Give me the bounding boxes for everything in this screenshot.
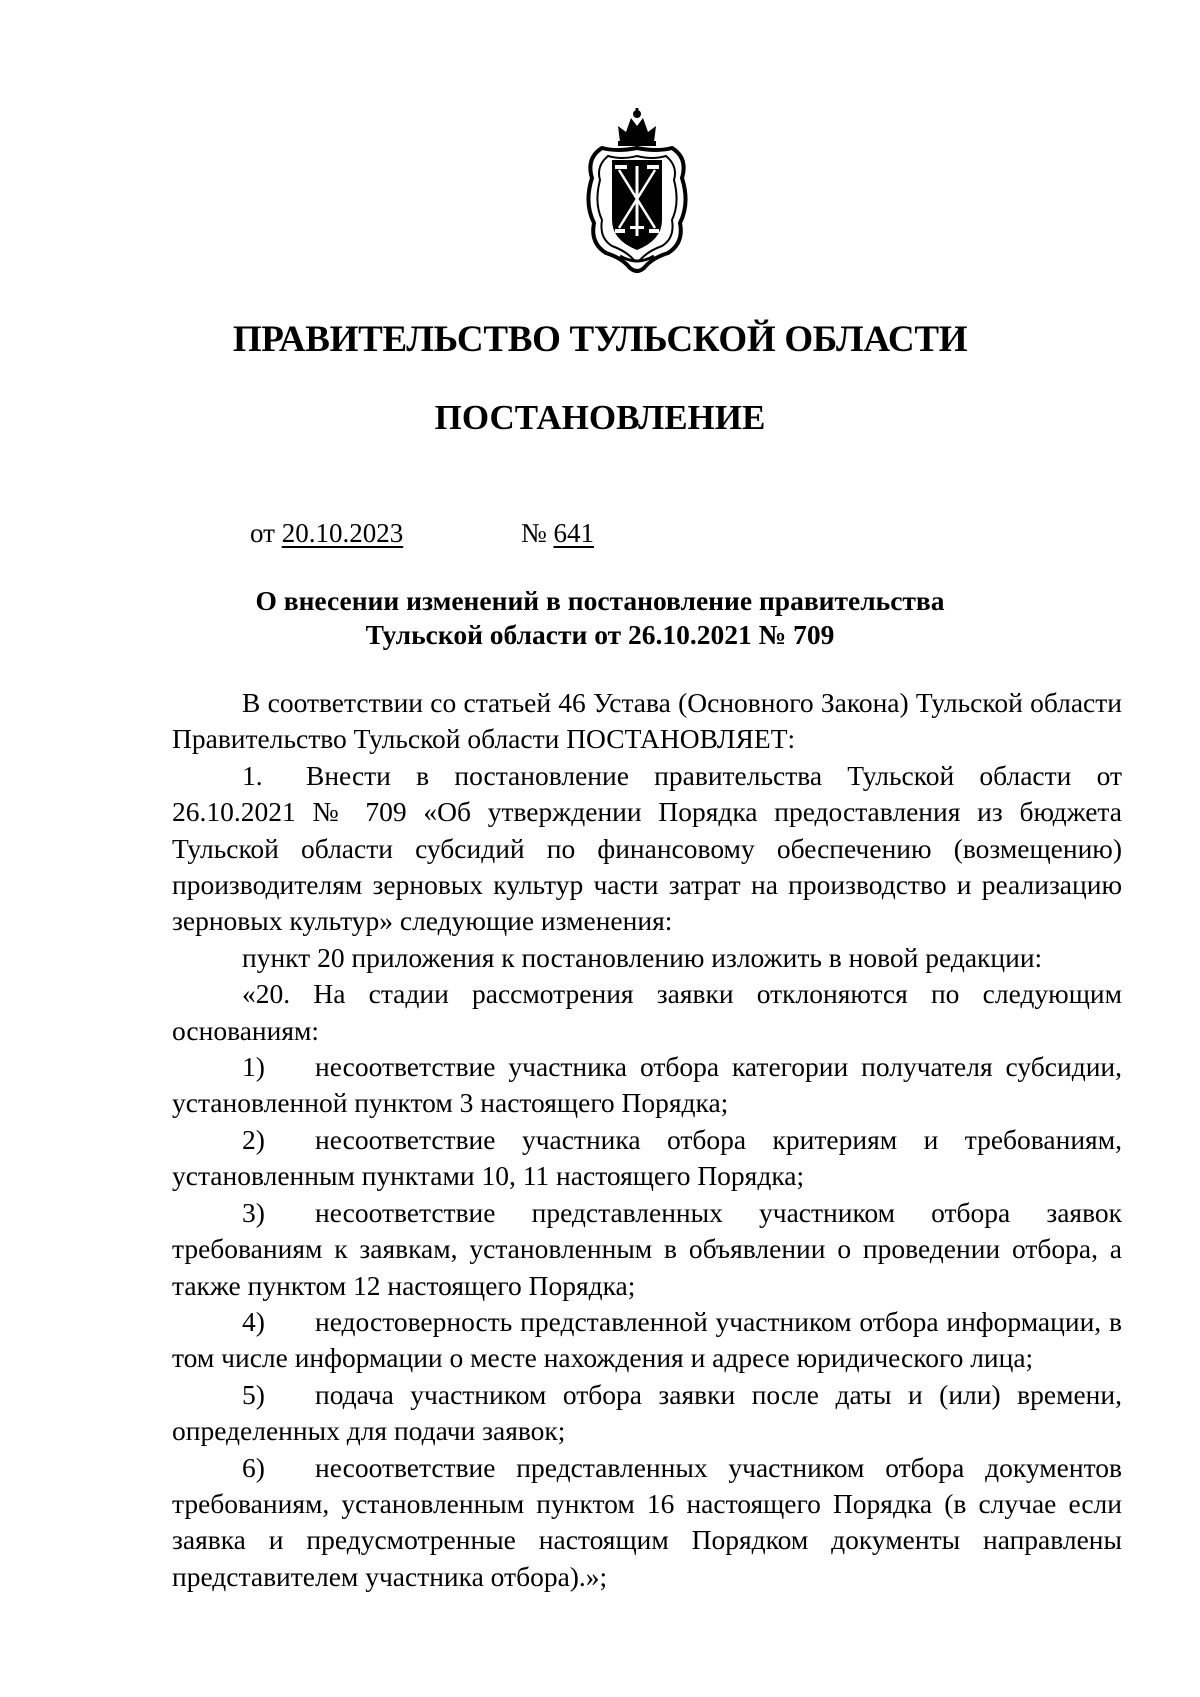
list-item-number: 3) [242,1196,265,1228]
list-item-text: несоответствие представленных участником отбора документов требованиям, установленным пунктом 16 настоящего Порядка (в случае если заявка и предусмотренные настоящим Порядком документы направлены представителем участника отбора).»; [172,1451,1122,1592]
list-item-text: несоответствие участника отбора критериям и требованиям, установленным пунктами 10, 11 настоящего Порядка; [172,1123,1122,1192]
number-prefix: № [521,518,547,548]
list-item [172,1049,1122,1122]
document-date [250,518,403,549]
list-item-text: несоответствие представленных участником отбора заявок требованиям к заявкам, установленным в объявлении о проведении отбора, а также пунктом 12 настоящего Порядка; [172,1196,1122,1301]
list-item-text: подача участником отбора заявки после даты и (или) времени, определенных для подачи заявок; [172,1378,1122,1447]
preamble: В соответствии со статьей 46 Устава (Основного Закона) Тульской области Правительство Тульской области ПОСТАНОВЛЯЕТ: [172,687,1122,755]
subject-line-2: Тульской области от 26.10.2021 № 709 [365,619,835,650]
list-item [172,1377,1122,1450]
list-item [172,1304,1122,1377]
list-item-text: недостоверность представленной участником отбора информации, в том числе информации о месте нахождения и адресе юридического лица; [172,1305,1122,1374]
list-item-text: несоответствие участника отбора категории получателя субсидии, установленной пунктом 3 настоящего Порядка; [172,1051,1122,1119]
number-value: 641 [553,518,595,548]
list-item [172,1450,1122,1596]
government-title: ПРАВИТЕЛЬСТВО ТУЛЬСКОЙ ОБЛАСТИ [232,319,968,360]
list-item-number: 4) [242,1305,265,1337]
list-item-number: 1) [242,1051,265,1083]
list-item-number: 6) [242,1451,265,1483]
tula-coat-of-arms-icon [582,108,692,276]
clause-1-number: 1. [242,759,263,791]
clause-1-text: Внести в постановление правительства Тульской области от 26.10.2021 № 709 «Об утверждении Порядка предоставления из бюджета Тульской области субсидий по финансовому обеспечению (возмещению) производителям зерновых культур части затрат на производство и реализацию зерновых культур» следующие изменения: [172,759,1122,937]
date-value: 20.10.2023 [281,518,404,548]
list-item [172,1122,1122,1195]
list-item-number: 5) [242,1378,265,1410]
document-number [521,518,594,549]
list-item [172,1195,1122,1304]
clause-1 [172,758,1122,940]
document-body [172,685,1122,1595]
document-type: ПОСТАНОВЛЕНИЕ [434,398,766,437]
document-subject [0,584,1200,652]
point-20: «20. На стадии рассмотрения заявки отклоняются по следующим основаниям: [172,978,1122,1046]
date-prefix: от [250,518,275,548]
subject-line-1: О внесении изменений в постановление правительства [255,585,945,616]
list-item-number: 2) [242,1123,265,1155]
intro-paragraph: пункт 20 приложения к постановлению изложить в новой редакции: [242,941,1043,973]
